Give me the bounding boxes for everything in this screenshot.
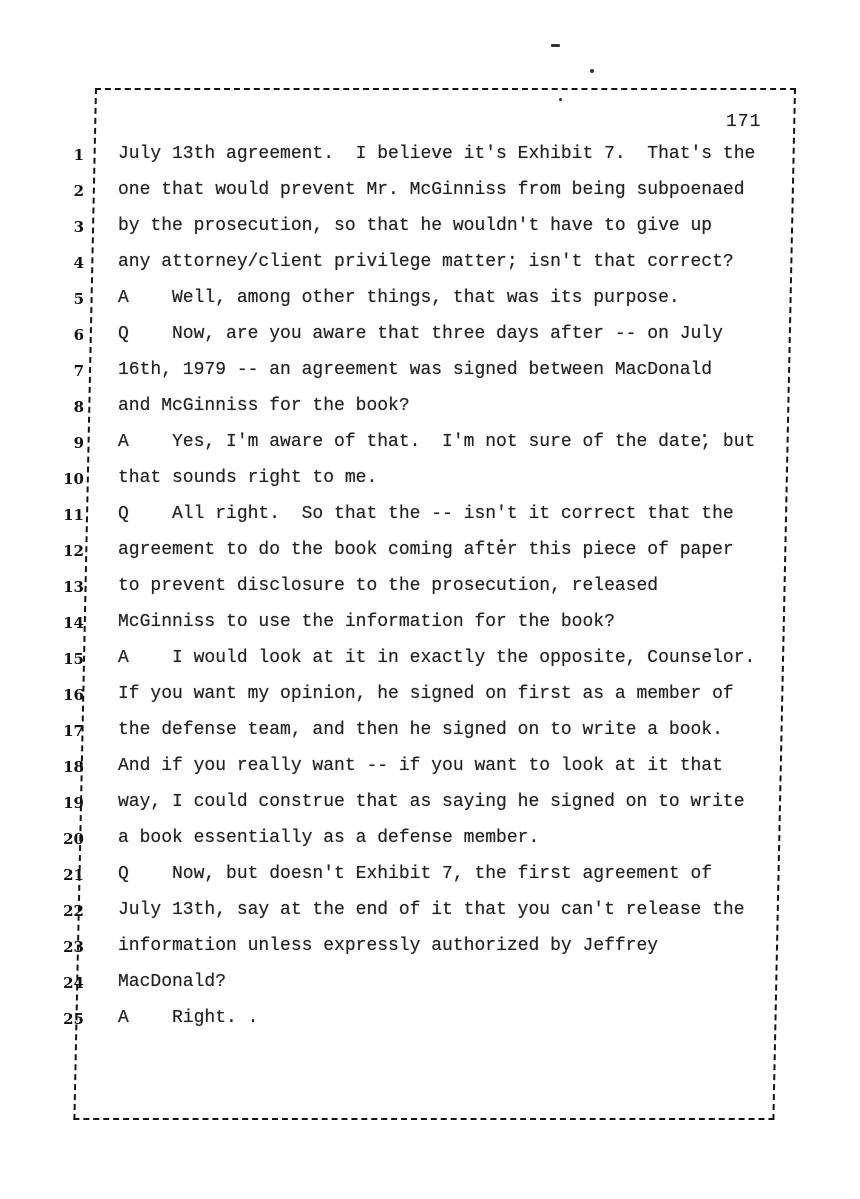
line-number: 25	[63, 1010, 84, 1028]
transcript-line	[0, 532, 860, 568]
transcript-line	[0, 244, 860, 280]
transcript-line	[0, 208, 860, 244]
transcript-line	[0, 424, 860, 460]
transcript-line	[0, 280, 860, 316]
line-number: 6	[73, 326, 84, 344]
transcript-line	[0, 1000, 860, 1036]
line-text: MacDonald?	[118, 972, 227, 992]
transcript-line	[0, 784, 860, 820]
transcript-line	[0, 892, 860, 928]
line-number: 20	[63, 830, 84, 848]
line-number: 11	[63, 506, 84, 524]
line-number: 13	[63, 578, 84, 596]
line-text: by the prosecution, so that he wouldn't have to give up	[118, 216, 713, 236]
line-text: A Right. .	[118, 1008, 259, 1028]
transcript-line	[0, 496, 860, 532]
transcript-line	[0, 712, 860, 748]
line-number: 14	[63, 614, 84, 632]
line-text: and McGinniss for the book?	[118, 396, 410, 416]
line-number: 16	[63, 686, 84, 704]
page-number: 171	[726, 112, 762, 132]
line-text: information unless expressly authorized by Jeffrey	[118, 936, 659, 956]
line-text: A I would look at it in exactly the opposite, Counselor.	[118, 648, 756, 668]
transcript-line	[0, 388, 860, 424]
line-text: way, I could construe that as saying he signed on to write	[118, 792, 745, 812]
line-text: Q Now, are you aware that three days after -- on July	[118, 324, 723, 344]
line-text: one that would prevent Mr. McGinniss from being subpoenaed	[118, 180, 745, 200]
line-number: 4	[73, 254, 84, 272]
line-text: And if you really want -- if you want to look at it that	[118, 756, 723, 776]
line-text: agreement to do the book coming after this piece of paper	[118, 540, 734, 560]
line-text: Q Now, but doesn't Exhibit 7, the first agreement of	[118, 864, 713, 884]
transcript-line	[0, 640, 860, 676]
transcript-line	[0, 460, 860, 496]
transcript-line	[0, 964, 860, 1000]
transcript-line	[0, 820, 860, 856]
line-text: a book essentially as a defense member.	[118, 828, 540, 848]
scan-speck	[590, 69, 594, 73]
line-text: If you want my opinion, he signed on first as a member of	[118, 684, 734, 704]
line-number: 23	[63, 938, 84, 956]
line-text: the defense team, and then he signed on to write a book.	[118, 720, 723, 740]
line-text: Q All right. So that the -- isn't it correct that the	[118, 504, 734, 524]
transcript-line	[0, 928, 860, 964]
transcript-line	[0, 604, 860, 640]
line-text: A Well, among other things, that was its purpose.	[118, 288, 680, 308]
transcript-line	[0, 856, 860, 892]
line-text: A Yes, I'm aware of that. I'm not sure of the date, but	[118, 432, 756, 452]
line-number: 18	[63, 758, 84, 776]
line-number: 7	[73, 362, 84, 380]
transcript-line	[0, 676, 860, 712]
line-number: 22	[63, 902, 84, 920]
line-number: 21	[63, 866, 84, 884]
transcript-line	[0, 352, 860, 388]
line-text: 16th, 1979 -- an agreement was signed between MacDonald	[118, 360, 713, 380]
line-text: to prevent disclosure to the prosecution, released	[118, 576, 659, 596]
transcript-line	[0, 136, 860, 172]
line-number: 8	[73, 398, 84, 416]
line-number: 9	[73, 434, 84, 452]
line-number: 17	[63, 722, 84, 740]
line-text: July 13th agreement. I believe it's Exhibit 7. That's the	[118, 144, 756, 164]
line-number: 24	[63, 974, 84, 992]
scan-speck	[559, 98, 562, 101]
line-number: 2	[73, 182, 84, 200]
transcript-line	[0, 568, 860, 604]
line-number: 3	[73, 218, 84, 236]
transcript-line	[0, 316, 860, 352]
line-number: 1	[73, 146, 84, 164]
transcript-line	[0, 748, 860, 784]
line-number: 10	[63, 470, 84, 488]
line-number: 12	[63, 542, 84, 560]
line-number: 5	[73, 290, 84, 308]
transcript-line	[0, 172, 860, 208]
transcript-body	[0, 136, 860, 1036]
line-text: that sounds right to me.	[118, 468, 378, 488]
scan-speck	[551, 44, 560, 47]
line-number: 15	[63, 650, 84, 668]
line-text: July 13th, say at the end of it that you can't release the	[118, 900, 745, 920]
line-number: 19	[63, 794, 84, 812]
line-text: McGinniss to use the information for the book?	[118, 612, 615, 632]
line-text: any attorney/client privilege matter; isn't that correct?	[118, 252, 734, 272]
